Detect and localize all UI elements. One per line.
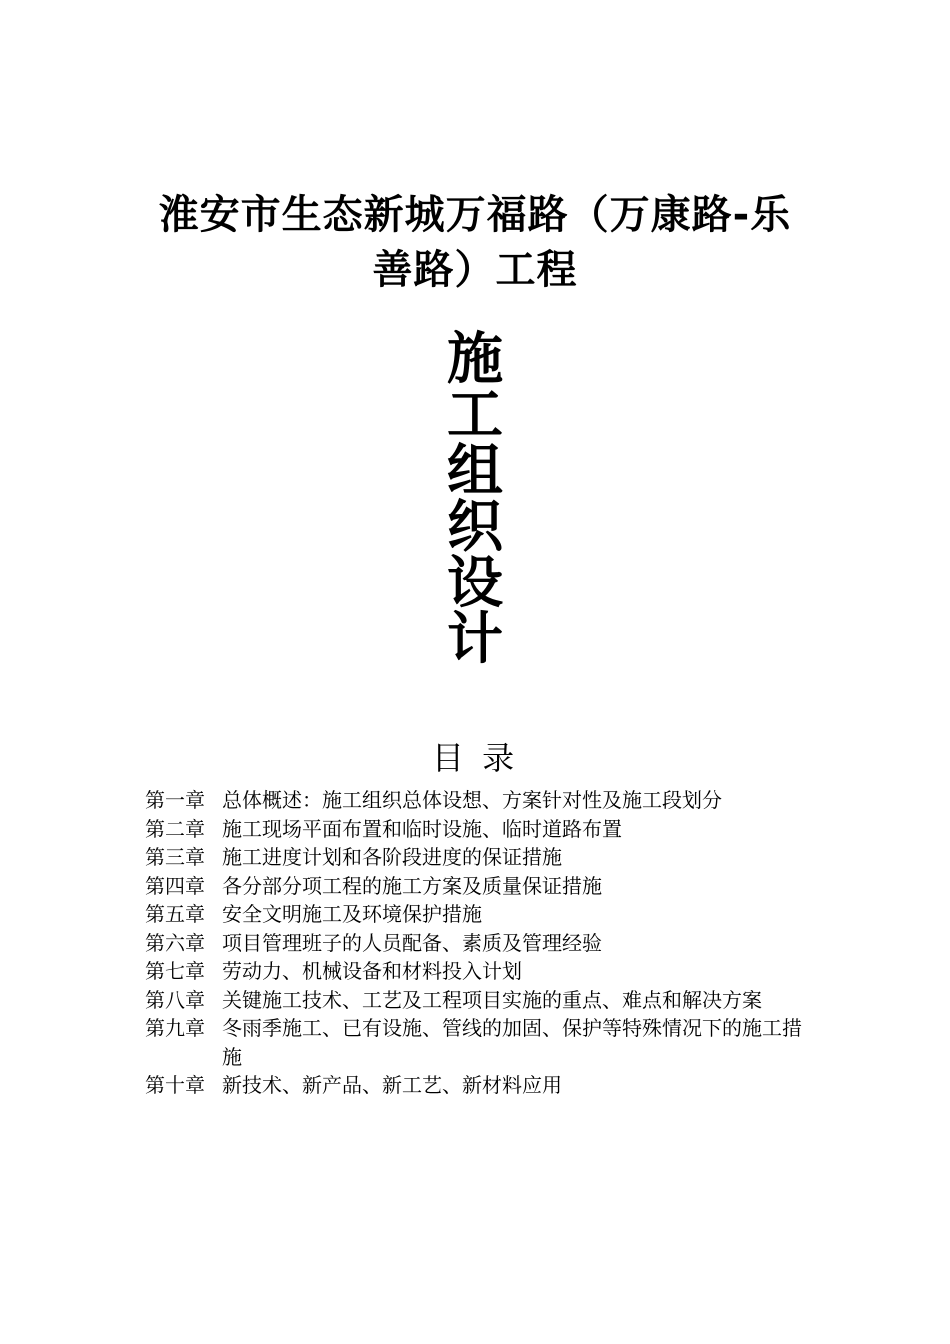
document-title-char: 设 <box>447 551 503 616</box>
toc-item <box>145 815 815 844</box>
project-title-line-2: 善路）工程 <box>372 247 578 293</box>
toc-chapter-title: 施工现场平面布置和临时设施、临时道路布置 <box>222 816 622 841</box>
toc-heading: 目 录 <box>431 739 519 777</box>
toc-item <box>145 1014 815 1071</box>
toc-chapter-label: 第八章 <box>145 987 205 1012</box>
toc-item <box>145 872 815 901</box>
toc-item <box>145 957 815 986</box>
toc-item <box>145 1071 815 1100</box>
document-title-char: 施 <box>447 327 503 392</box>
toc-chapter-title: 施工进度计划和各阶段进度的保证措施 <box>222 845 562 869</box>
toc-chapter-label: 第七章 <box>145 959 205 983</box>
toc-chapter-label: 第五章 <box>145 902 205 926</box>
toc-item <box>145 986 815 1015</box>
document-title-char: 工 <box>447 383 503 448</box>
document-title <box>425 327 525 672</box>
toc-item <box>145 786 815 815</box>
toc-chapter-title: 总体概述：施工组织总体设想、方案针对性及施工段划分 <box>222 788 722 812</box>
toc-chapter-title: 项目管理班子的人员配备、素质及管理经验 <box>222 930 602 955</box>
toc-chapter-title: 新技术、新产品、新工艺、新材料应用 <box>222 1073 562 1097</box>
toc-chapter-label: 第六章 <box>145 930 205 955</box>
toc-chapter-label: 第三章 <box>145 845 205 869</box>
toc-chapter-label: 第二章 <box>145 816 205 841</box>
toc-chapter-label: 第一章 <box>145 788 205 812</box>
document-title-char: 织 <box>447 495 503 560</box>
toc-chapter-label: 第十章 <box>145 1073 205 1097</box>
toc-chapter-title: 冬雨季施工、已有设施、管线的加固、保护等特殊情况下的施工措施 <box>222 1016 802 1069</box>
toc-item <box>145 929 815 958</box>
table-of-contents <box>145 786 815 1100</box>
toc-item <box>145 843 815 872</box>
project-title <box>130 188 820 298</box>
toc-chapter-title: 劳动力、机械设备和材料投入计划 <box>222 959 522 983</box>
toc-item <box>145 900 815 929</box>
toc-chapter-label: 第九章 <box>145 1016 205 1040</box>
toc-chapter-label: 第四章 <box>145 873 205 898</box>
toc-chapter-title: 安全文明施工及环境保护措施 <box>222 902 482 926</box>
document-title-char: 计 <box>447 607 503 672</box>
toc-chapter-title: 关键施工技术、工艺及工程项目实施的重点、难点和解决方案 <box>222 987 762 1012</box>
document-title-char: 组 <box>447 439 503 504</box>
toc-chapter-title: 各分部分项工程的施工方案及质量保证措施 <box>222 873 602 898</box>
project-title-line-1: 淮安市生态新城万福路（万康路-乐 <box>158 192 792 238</box>
